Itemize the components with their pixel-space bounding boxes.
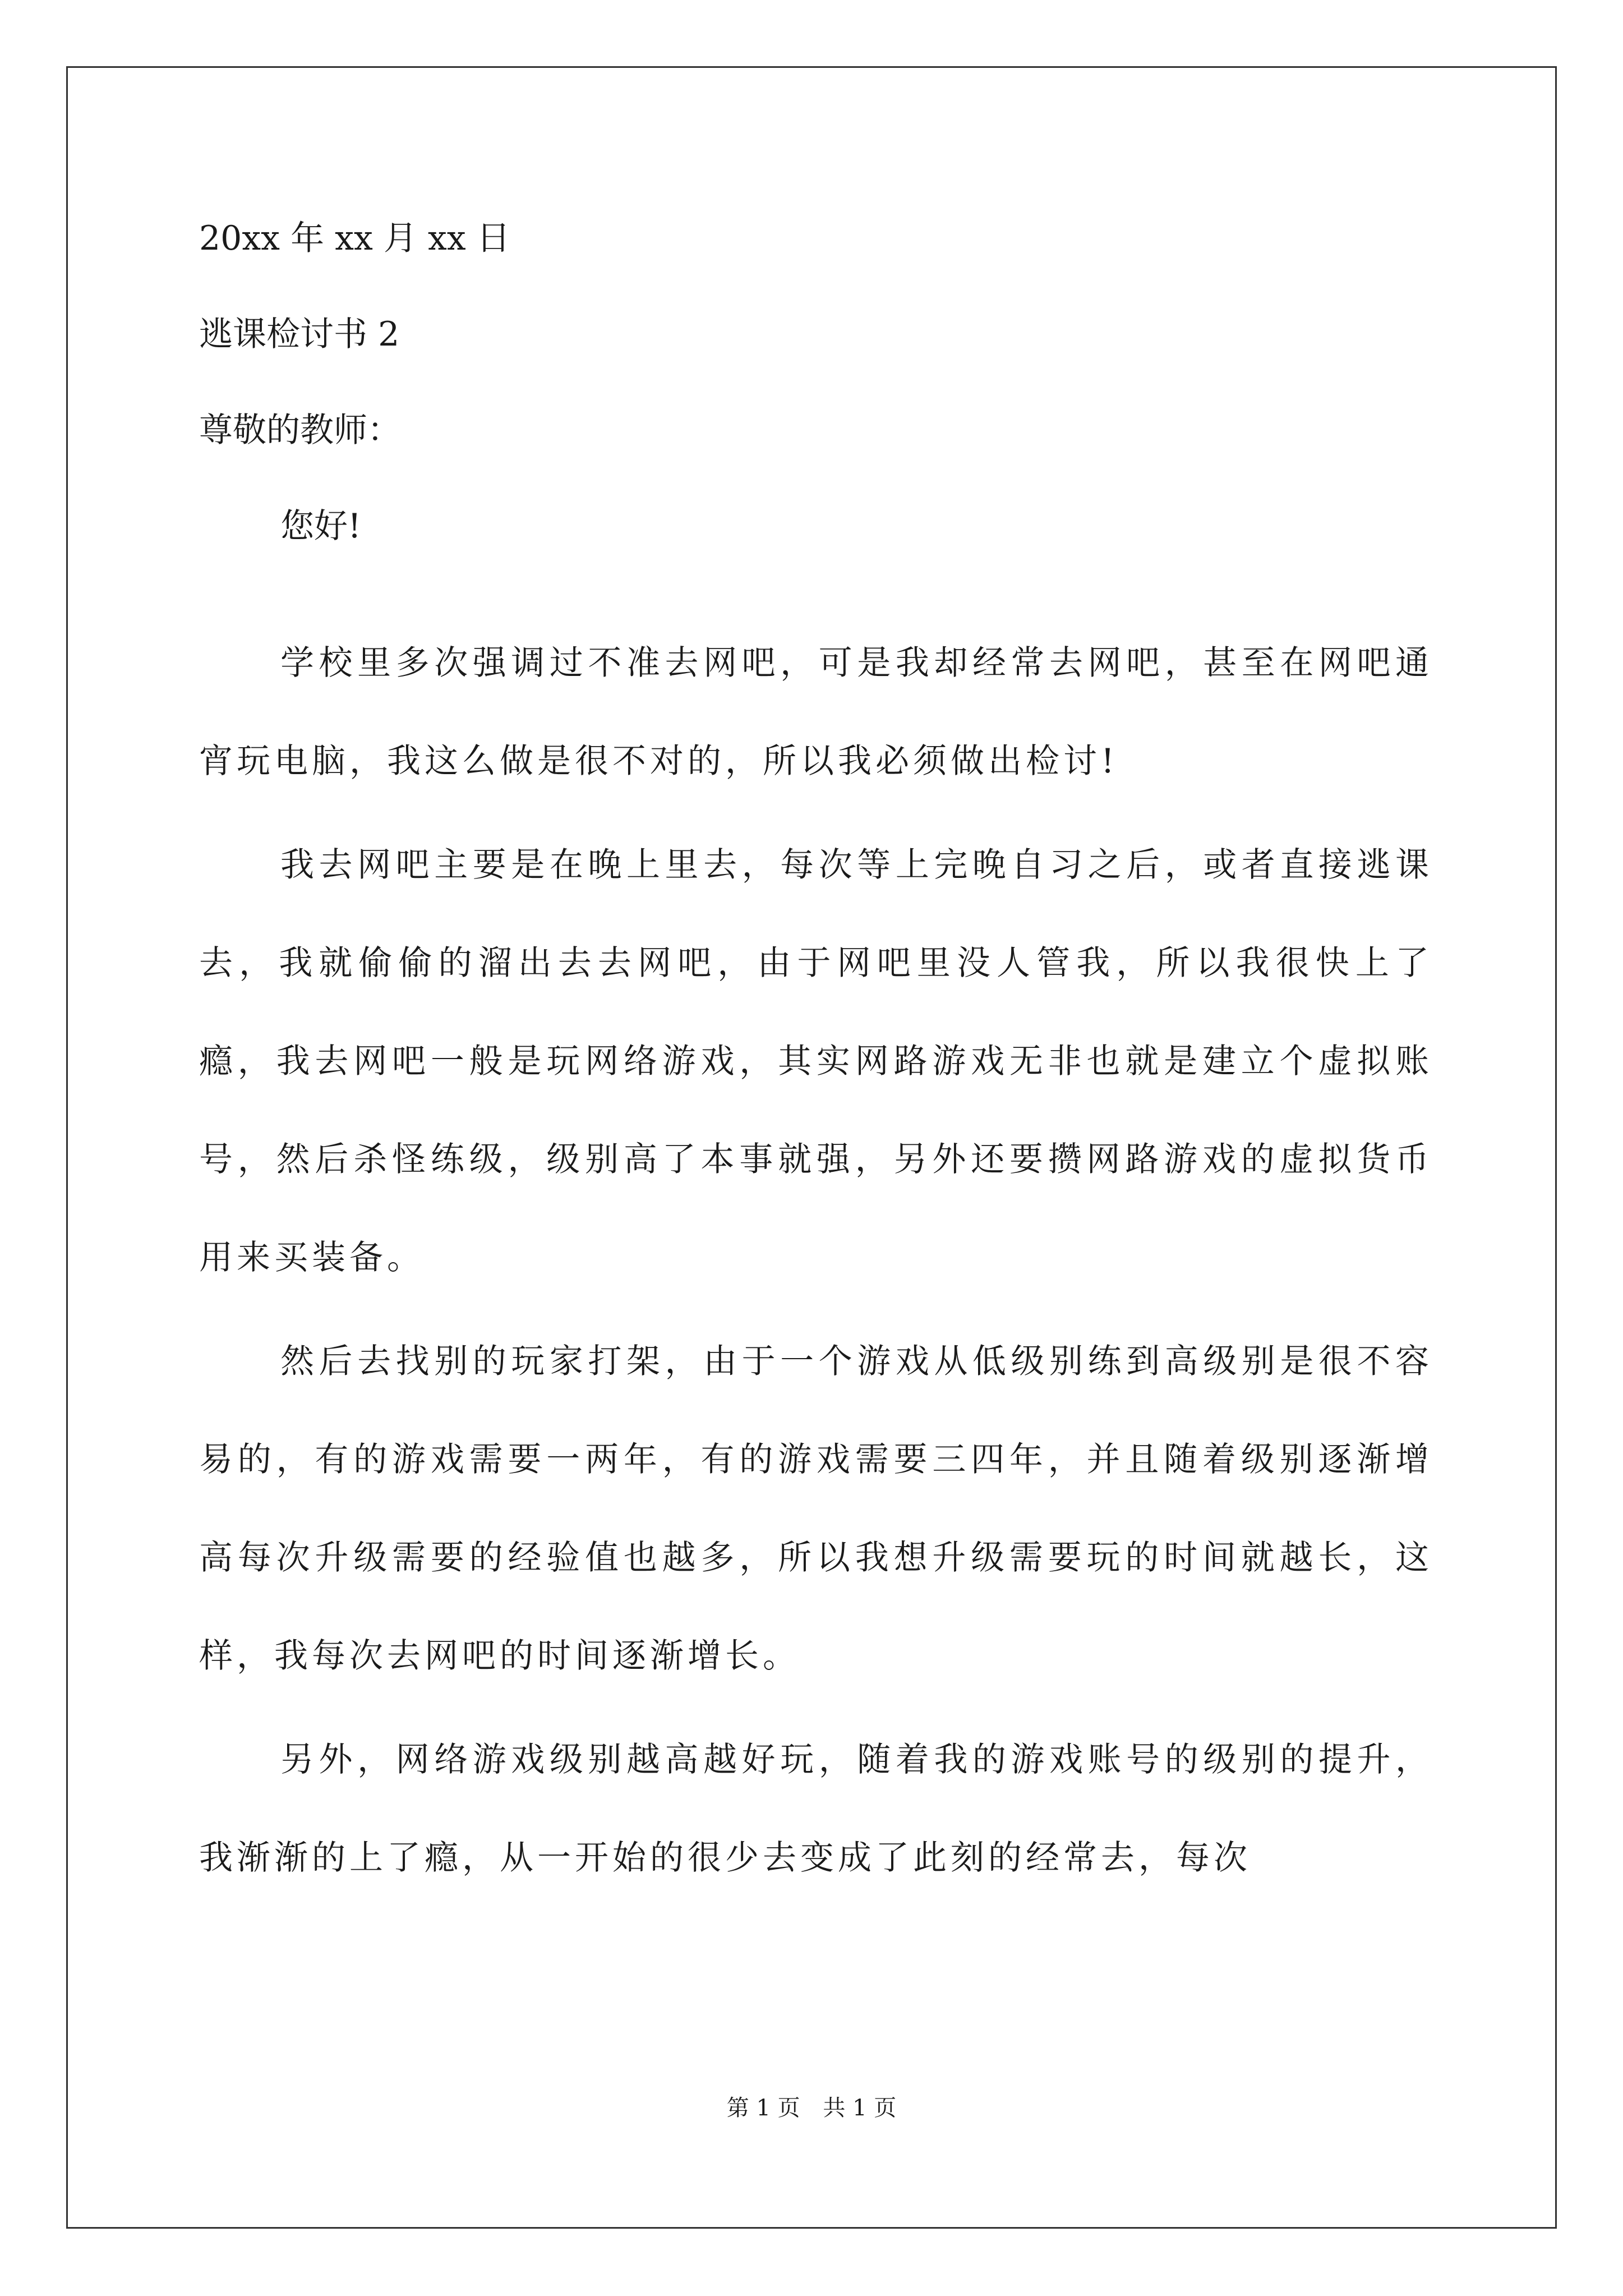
salutation: 尊敬的教师：	[199, 411, 401, 450]
page-total: 共 1 页	[823, 2095, 897, 2121]
document-date: 20xx 年 xx 月 xx 日	[199, 219, 510, 258]
paragraph: 我去网吧主要是在晚上里去，每次等上完晚自习之后，或者直接逃课去，我就偷偷的溜出去去网吧，由于网吧里没人管我，所以我很快上了瘾，我去网吧一般是玩网络游戏，其实网路游戏无非也就是建立个虚拟账号，然后杀怪练级，级别高了本事就强，另外还要攒网路游戏的虚拟货币用来买装备。	[199, 845, 1433, 1277]
paragraph: 另外，网络游戏级别越高越好玩，随着我的游戏账号的级别的提升，我渐渐的上了瘾，从一开始的很少去变成了此刻的经常去，每次	[199, 1740, 1433, 1878]
paragraph: 然后去找别的玩家打架，由于一个游戏从低级别练到高级别是很不容易的，有的游戏需要一两年，有的游戏需要三四年，并且随着级别逐渐增高每次升级需要的经验值也越多，所以我想升级需要玩的时间就越长，这样，我每次去网吧的时间逐渐增长。	[199, 1342, 1433, 1676]
page-number: 第 1 页	[726, 2095, 800, 2121]
greeting: 您好!	[280, 507, 362, 546]
document-title: 逃课检讨书 2	[199, 315, 400, 354]
paragraph: 学校里多次强调过不准去网吧，可是我却经常去网吧，甚至在网吧通宵玩电脑，我这么做是很不对的，所以我必须做出检讨!	[199, 643, 1433, 781]
document-body	[199, 219, 1433, 1907]
page-footer	[0, 2097, 1623, 2119]
